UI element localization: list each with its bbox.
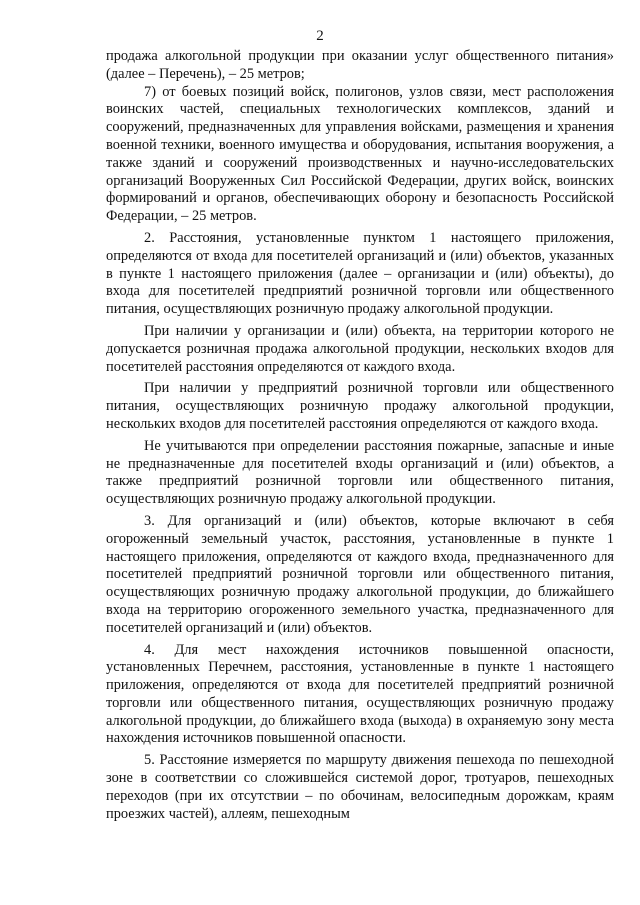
paragraph-excluded-entrances: Не учитываются при определении расстояния пожарные, запасные и иные не предназначенные для посетителей входы организаций и (или) объектов, а также предприятий розничной торговли или общественного питания, осуществляющих розничную продажу алкогольной продукции. <box>106 437 614 508</box>
paragraph-clause-3: 3. Для организаций и (или) объектов, которые включают в себя огороженный земельный участок, расстояния, установленные в пункте 1 настоящего приложения, определяются от каждого входа, предназначенного для посетителей предприятий розничной торговли или общественного питания, осуществляющих розничную продажу алкогольной продукции, до ближайшего входа на территорию огороженного земельного участка, предназначенного для посетителей организаций и (или) объектов. <box>106 512 614 636</box>
page-number: 2 <box>316 28 324 44</box>
document-body <box>106 48 614 823</box>
paragraph-item-7: 7) от боевых позиций войск, полигонов, узлов связи, мест расположения воинских частей, специальных технологических комплексов, зданий и сооружений, предназначенных для управления войсками, размещения и хранения военной техники, военного имущества и оборудования, испытания вооружения, а также зданий и сооружений производственных и научно-исследовательских организаций Вооруженных Сил Российской Федерации, других войск, воинских формирований и органов, обеспечивающих оборону и безопасность Российской Федерации, – 25 метров. <box>106 83 614 225</box>
paragraph-multiple-entrances-organization: При наличии у организации и (или) объекта, на территории которого не допускается розничная продажа алкогольной продукции, нескольких входов для посетителей расстояния определяются от каждого входа. <box>106 322 614 375</box>
paragraph-clause-5: 5. Расстояние измеряется по маршруту движения пешехода по пешеходной зоне в соответствии со сложившейся системой дорог, тротуаров, пешеходных переходов (при их отсутствии – по обочинам, велосипедным дорожкам, краям проезжих частей), аллеям, пешеходным <box>106 752 614 822</box>
paragraph-multiple-entrances-retail: При наличии у предприятий розничной торговли или общественного питания, осуществляющих розничную продажу алкогольной продукции, нескольких входов для посетителей расстояния определяются от каждого входа. <box>106 380 614 432</box>
paragraph-continuation: продажа алкогольной продукции при оказании услуг общественного питания» (далее – Перечень), – 25 метров; <box>106 48 614 82</box>
paragraph-clause-2: 2. Расстояния, установленные пунктом 1 настоящего приложения, определяются от входа для посетителей организаций и (или) объектов, указанных в пункте 1 настоящего приложения (далее – организации и (или) объекты), до входа для посетителей предприятий розничной торговли или общественного питания, осуществляющих розничную продажу алкогольной продукции. <box>106 229 614 318</box>
paragraph-clause-4: 4. Для мест нахождения источников повышенной опасности, установленных Перечнем, расстояния, установленные в пункте 1 настоящего приложения, определяются от входа для посетителей предприятий розничной торговли или общественного питания, осуществляющих розничную продажу алкогольной продукции, до ближайшего входа (выхода) в охраняемую зону места нахождения источников повышенной опасности. <box>106 641 614 747</box>
